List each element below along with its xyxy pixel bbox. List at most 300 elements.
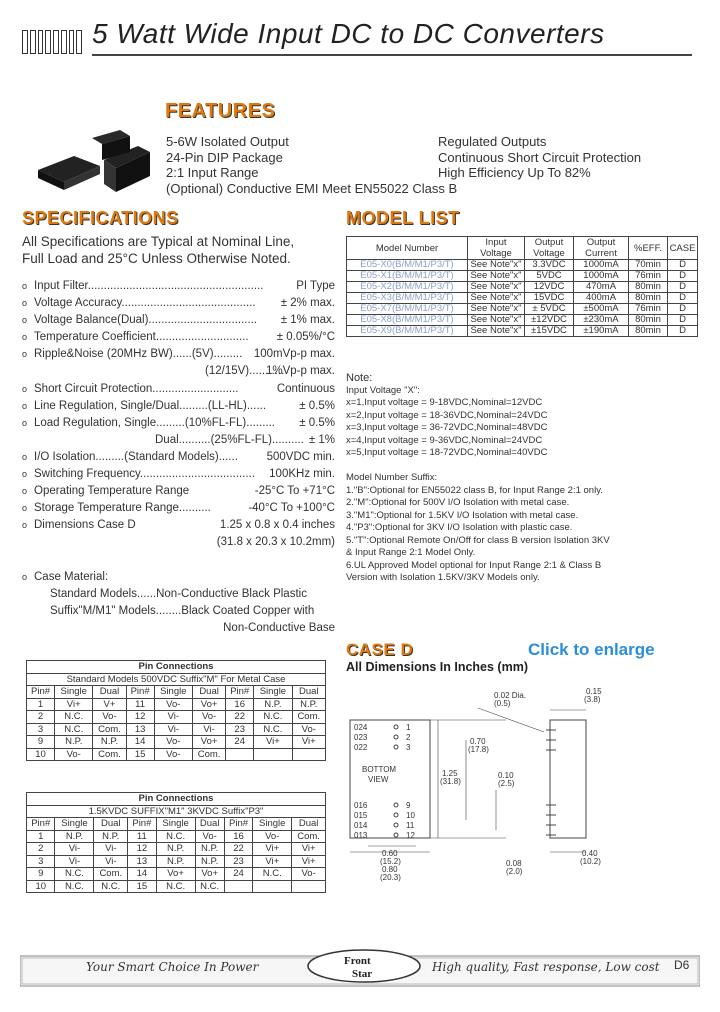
model-cell: See Note"x" — [468, 326, 525, 337]
specifications-title: SPECIFICATIONS — [22, 208, 179, 228]
view-label: BOTTOM — [362, 765, 397, 774]
note-line: x=1,Input voltage = 9-18VDC,Nominal=12VDC — [346, 397, 543, 408]
pin-cell — [224, 880, 252, 893]
subtitle-line: Full Load and 25°C Unless Otherwise Noted. — [22, 251, 291, 266]
dim-label: 0.80 — [382, 865, 398, 874]
model-row — [347, 293, 698, 304]
dim-label: (10.2) — [580, 857, 601, 866]
pin-cell: Vi- — [55, 855, 94, 868]
model-cell: 1000mA — [574, 271, 629, 282]
model-row — [347, 271, 698, 282]
spec-value: -25°C To +71°C — [254, 485, 335, 498]
note-line: 3."M1":Optional for 1.5KV I/O Isolation with metal case. — [346, 509, 579, 521]
spec-label: Switching Frequency.................................... — [34, 468, 255, 481]
model-cell: 80min — [629, 282, 668, 293]
pin-cell: 15 — [128, 880, 156, 893]
note-line: x=4,Input voltage = 9-36VDC,Nominal=24VDC — [346, 434, 543, 446]
note-line: Version with Isolation 1.5KV/3KV Models only. — [346, 572, 540, 583]
pin-label: 12 — [406, 831, 415, 840]
pin-cell: 14 — [126, 736, 154, 749]
pin-row — [27, 711, 326, 724]
pin-cell: 10 — [27, 748, 55, 761]
pin-cell: Vo- — [195, 830, 224, 843]
brand-text: Star — [352, 968, 373, 980]
pin-cell: Com. — [292, 830, 326, 843]
pin-cell: Vo- — [154, 698, 192, 711]
footer-slogan-right: High quality, Fast response, Low cost — [432, 960, 660, 974]
pin-cell: Vi+ — [292, 855, 326, 868]
pin-col-header: Dual — [292, 818, 326, 831]
pin-cell — [226, 748, 254, 761]
pin-col-header: Dual — [93, 686, 126, 699]
model-cell: 470mA — [574, 282, 629, 293]
model-cell: ±12VDC — [525, 315, 574, 326]
model-cell: See Note"x" — [468, 271, 525, 282]
pin-col-header: Single — [253, 818, 292, 831]
feature-item: 2:1 Input Range — [166, 165, 259, 180]
pin-cell — [254, 748, 292, 761]
features-title: FEATURES — [165, 100, 276, 122]
model-cell: See Note"x" — [468, 260, 525, 271]
col-header: Model Number — [347, 237, 468, 260]
pin-cell: 10 — [27, 880, 55, 893]
model-cell: E05-X8(B/M/M1/P3/T) — [347, 315, 468, 326]
model-cell: See Note"x" — [468, 304, 525, 315]
pin-col-header: Pin# — [224, 818, 252, 831]
pin-cell: N.P. — [195, 843, 224, 856]
spec-row — [20, 449, 335, 466]
spec-label: I/O Isolation.........(Standard Models)...... — [34, 450, 238, 463]
pin-cell: 24 — [226, 736, 254, 749]
pin-cell: 22 — [226, 711, 254, 724]
spec-value: ± 0.5% — [299, 416, 335, 429]
pin-label: 1 — [406, 723, 411, 732]
pin-cell: Vi- — [154, 723, 192, 736]
dim-label: 0.10 — [498, 771, 514, 780]
pin-cell: N.C. — [253, 868, 292, 881]
model-cell: ±190mA — [574, 326, 629, 337]
model-cell: E05-X3(B/M/M1/P3/T) — [347, 293, 468, 304]
model-cell: 1000mA — [574, 260, 629, 271]
pin-table-title: Pin Connections — [27, 793, 326, 806]
pin-col-header: Pin# — [126, 686, 154, 699]
pin-cell: Vi- — [94, 855, 128, 868]
spec-row — [20, 363, 335, 380]
spec-value: ± 2% max. — [280, 297, 335, 310]
spec-row — [20, 312, 335, 329]
pin-row — [27, 698, 326, 711]
dim-label: 0.70 — [470, 737, 486, 746]
model-cell: 15VDC — [525, 293, 574, 304]
features-left-list — [166, 134, 457, 196]
pin-cell — [292, 748, 325, 761]
pin-row — [27, 736, 326, 749]
pin-cell: Vo- — [292, 868, 326, 881]
model-cell: E05-X0(B/M/M1/P3/T) — [347, 260, 468, 271]
spec-label: Dual..........(25%FL-FL).......... — [155, 433, 304, 446]
brand-logo — [306, 946, 422, 984]
pin-label: 015 — [354, 811, 368, 820]
note-line: x=2,Input voltage = 18-36VDC,Nominal=24VDC — [346, 409, 548, 421]
dim-label: (20.3) — [380, 873, 401, 882]
pin-col-header: Dual — [292, 686, 325, 699]
note-line — [346, 460, 706, 473]
pin-label: 013 — [354, 831, 368, 840]
note-line: & Input Range 2:1 Model Only. — [346, 547, 476, 558]
spec-label: (12/15V)........... — [205, 365, 285, 378]
model-cell: 70min — [629, 260, 668, 271]
model-cell: E05-X7(B/M/M1/P3/T) — [347, 304, 468, 315]
view-label: VIEW — [368, 775, 389, 784]
model-cell: 80min — [629, 326, 668, 337]
pin-cell: Vo+ — [193, 736, 226, 749]
spec-row — [20, 483, 335, 500]
pin-cell: Vo- — [253, 830, 292, 843]
model-cell: E05-X9(B/M/M1/P3/T) — [347, 326, 468, 337]
spec-label: Input Filter....................................................... — [34, 280, 264, 292]
pin-cell — [292, 880, 326, 893]
title-rule — [92, 54, 692, 56]
pin-cell: N.C. — [254, 723, 292, 736]
pin-cell: 11 — [126, 698, 154, 711]
model-cell: 3.3VDC — [525, 260, 574, 271]
model-cell: 400mA — [574, 293, 629, 304]
logo-bars — [22, 30, 82, 54]
col-header: Output Voltage — [525, 237, 574, 260]
pin-cell: N.C. — [55, 880, 94, 893]
pin-cell: N.P. — [292, 698, 325, 711]
pin-col-header: Dual — [195, 818, 224, 831]
col-header: Input Voltage — [468, 237, 525, 260]
case-d-title: CASE D — [346, 640, 414, 659]
dim-label: 0.15 — [586, 687, 602, 696]
pin-label: 014 — [354, 821, 368, 830]
pin-cell: 9 — [27, 736, 55, 749]
pin-cell: 11 — [128, 830, 156, 843]
dim-label: 0.08 — [506, 859, 522, 868]
pin-row — [27, 723, 326, 736]
pin-col-header: Dual — [94, 818, 128, 831]
model-table — [346, 236, 698, 337]
pin-cell: N.P. — [156, 843, 195, 856]
specifications-list — [20, 278, 335, 637]
model-cell: ±230mA — [574, 315, 629, 326]
bullet-icon: o — [22, 503, 28, 514]
spec-value: Non-Conductive Base — [223, 621, 335, 634]
page-title: 5 Watt Wide Input DC to DC Converters — [92, 18, 605, 49]
footer-slogan-left: Your Smart Choice In Power — [86, 960, 259, 974]
pin-cell: Vo+ — [156, 868, 195, 881]
pin-col-header: Single — [55, 686, 93, 699]
pin-table-title: Pin Connections — [27, 661, 326, 674]
pin-cell: N.P. — [93, 736, 126, 749]
note-line: 1."B":Optional for EN55022 class B, for Input Range 2:1 only. — [346, 484, 603, 496]
spec-value: -40°C To +100°C — [248, 502, 335, 515]
spec-row — [20, 517, 335, 534]
pin-label: 11 — [406, 821, 415, 830]
pin-col-header: Single — [55, 818, 94, 831]
spec-label: Voltage Accuracy.......................................... — [34, 297, 256, 310]
pin-cell: N.P. — [55, 736, 93, 749]
spec-row — [20, 534, 335, 551]
spec-row — [20, 569, 335, 586]
model-cell: D — [668, 293, 698, 304]
pin-cell: N.C. — [195, 880, 224, 893]
dim-label: 0.40 — [582, 849, 598, 858]
notes-heading: Note: — [346, 372, 373, 384]
pin-cell: Com. — [93, 723, 126, 736]
spec-value: ± 1% max. — [280, 314, 335, 327]
pin-col-header: Pin# — [27, 686, 55, 699]
pin-cell: 1 — [27, 698, 55, 711]
spec-value: (31.8 x 20.3 x 10.2mm) — [216, 536, 335, 549]
col-header: %EFF. — [629, 237, 668, 260]
note-line: 5."T":Optional Remote On/Off for class B version Isolation 3KV — [346, 534, 610, 546]
bullet-icon: o — [22, 298, 28, 309]
spec-value: 1%Vp-p max. — [265, 365, 335, 378]
features-right-list — [438, 134, 641, 181]
note-line: 2."M":Optional for 500V I/O Isolation with metal case. — [346, 497, 570, 508]
pin-cell: Com. — [94, 868, 128, 881]
pin-cell: N.P. — [55, 830, 94, 843]
model-cell: 5VDC — [525, 271, 574, 282]
case-d-drawing — [346, 680, 706, 890]
spec-value: ± 0.05%/°C — [276, 331, 335, 344]
note-line: 4."P3":Optional for 3KV I/O Isolation with plastic case. — [346, 522, 573, 533]
pin-label: 9 — [406, 801, 411, 810]
pin-cell: Com. — [193, 748, 226, 761]
pin-connections-table-standard — [26, 660, 326, 761]
pin-cell: 22 — [224, 843, 252, 856]
spec-row — [20, 466, 335, 483]
pin-cell: 12 — [128, 843, 156, 856]
pin-col-header: Pin# — [27, 818, 55, 831]
feature-item: High Efficiency Up To 82% — [438, 165, 591, 180]
dim-label: (31.8) — [440, 777, 461, 786]
spec-label: Case Material: — [34, 570, 109, 583]
spec-row — [20, 278, 335, 295]
pin-cell: N.P. — [195, 855, 224, 868]
pin-row — [27, 748, 326, 761]
model-cell: See Note"x" — [468, 282, 525, 293]
spec-row — [20, 381, 335, 398]
spec-row — [20, 586, 335, 603]
pin-col-header: Pin# — [128, 818, 156, 831]
model-cell: ±500mA — [574, 304, 629, 315]
dim-label: (15.2) — [380, 857, 401, 866]
model-cell: E05-X1(B/M/M1/P3/T) — [347, 271, 468, 282]
spec-label: Storage Temperature Range.......... — [34, 502, 211, 515]
pin-cell: 3 — [27, 855, 55, 868]
spec-row — [20, 552, 335, 569]
pin-cell: 13 — [126, 723, 154, 736]
pin-cell: N.C. — [55, 711, 93, 724]
feature-item: 24-Pin DIP Package — [166, 149, 283, 165]
model-cell: See Note"x" — [468, 315, 525, 326]
notes — [346, 372, 706, 585]
pin-cell: Vo- — [154, 748, 192, 761]
bullet-icon: o — [22, 469, 28, 480]
spec-value: 100mVp-p max. — [253, 348, 335, 361]
model-cell: D — [668, 326, 698, 337]
spec-label: Suffix"M/M1" Models........Black Coated Copper with — [50, 604, 315, 617]
spec-row — [20, 295, 335, 312]
pin-cell: Vo- — [193, 711, 226, 724]
spec-label: Operating Temperature Range — [34, 485, 190, 498]
pin-label: 016 — [354, 801, 368, 810]
case-d-subtitle: All Dimensions In Inches (mm) — [346, 660, 528, 674]
model-cell: D — [668, 260, 698, 271]
bullet-icon: o — [22, 400, 28, 411]
spec-value: 100KHz min. — [269, 468, 335, 481]
pin-cell: 23 — [224, 855, 252, 868]
pin-cell: 13 — [128, 855, 156, 868]
dim-label: (2.0) — [506, 867, 523, 876]
spec-label: Short Circuit Protection........................... — [34, 382, 239, 395]
pin-label: 024 — [354, 723, 368, 732]
spec-label: Line Regulation, Single/Dual.........(LL-HL)...... — [34, 399, 267, 412]
enlarge-link[interactable]: Click to enlarge — [528, 640, 655, 659]
pin-cell: V+ — [93, 698, 126, 711]
pin-row — [27, 880, 326, 893]
pin-cell: 16 — [226, 698, 254, 711]
subtitle-line: All Specifications are Typical at Nominal Line, — [22, 234, 295, 249]
model-cell: 80min — [629, 293, 668, 304]
model-cell: ± 5VDC — [525, 304, 574, 315]
spec-label: Temperature Coefficient............................. — [34, 331, 249, 344]
spec-row — [20, 398, 335, 415]
pin-row — [27, 830, 326, 843]
bullet-icon: o — [22, 486, 28, 497]
dim-label: (3.8) — [584, 695, 601, 704]
pin-col-header: Single — [254, 686, 292, 699]
pin-cell: Vi+ — [292, 736, 325, 749]
spec-row — [20, 620, 335, 637]
pin-cell: Vi+ — [55, 698, 93, 711]
pin-cell: Com. — [93, 748, 126, 761]
pin-cell: N.C. — [55, 868, 94, 881]
pin-cell: 16 — [224, 830, 252, 843]
bullet-icon: o — [22, 281, 28, 291]
pin-label: 2 — [406, 733, 411, 742]
pin-col-header: Single — [154, 686, 192, 699]
pin-cell: N.P. — [94, 830, 128, 843]
spec-row — [20, 432, 335, 449]
spec-value: 1.25 x 0.8 x 0.4 inches — [219, 519, 335, 532]
brand-text: Front — [344, 955, 371, 967]
pin-cell: 12 — [126, 711, 154, 724]
model-row — [347, 282, 698, 293]
pin-cell: 23 — [226, 723, 254, 736]
spec-label: Voltage Balance(Dual).................................. — [34, 314, 258, 327]
model-cell: D — [668, 315, 698, 326]
pin-cell: Vi+ — [254, 736, 292, 749]
model-cell: ±15VDC — [525, 326, 574, 337]
pin-cell: Vi+ — [253, 855, 292, 868]
dim-label: 0.02 Dia. — [494, 691, 527, 700]
pin-cell: 9 — [27, 868, 55, 881]
note-line: Input Voltage "X": — [346, 384, 420, 396]
pin-label: 10 — [406, 811, 415, 820]
pin-label: 3 — [406, 743, 411, 752]
spec-label: Load Regulation, Single.........(10%FL-FL)......... — [34, 416, 275, 429]
model-row — [347, 315, 698, 326]
pin-table-subtitle: Standard Models 500VDC Suffix"M" For Metal Case — [27, 673, 326, 686]
spec-label: Standard Models......Non-Conductive Black Plastic — [50, 587, 307, 600]
spec-label: Ripple&Noise (20MHz BW)......(5V)......... — [34, 348, 243, 361]
spec-row — [20, 500, 335, 517]
spec-label: Dimensions Case D — [34, 519, 136, 532]
pin-cell: N.P. — [254, 698, 292, 711]
dim-label: (17.8) — [468, 745, 489, 754]
product-photo — [34, 130, 152, 194]
model-cell: 76min — [629, 271, 668, 282]
pin-cell: N.C. — [156, 830, 195, 843]
pin-cell: N.C. — [55, 723, 93, 736]
pin-cell: Vo- — [93, 711, 126, 724]
spec-value: ± 0.5% — [299, 399, 335, 412]
pin-cell: Vo+ — [195, 868, 224, 881]
dim-label: 0.60 — [382, 849, 398, 858]
bullet-icon: o — [22, 417, 28, 428]
bullet-icon: o — [22, 332, 28, 343]
pin-cell: N.C. — [254, 711, 292, 724]
pin-cell: Vi- — [154, 711, 192, 724]
pin-row — [27, 843, 326, 856]
bullet-icon: o — [22, 451, 28, 462]
page-number: D6 — [674, 958, 690, 972]
pin-cell: Vi- — [55, 843, 94, 856]
model-cell: 76min — [629, 304, 668, 315]
bullet-icon: o — [22, 571, 28, 582]
note-line: x=3,Input voltage = 36-72VDC,Nominal=48VDC — [346, 422, 548, 433]
pin-cell: Vi- — [193, 723, 226, 736]
bullet-icon: o — [22, 315, 28, 326]
pin-cell: N.C. — [156, 880, 195, 893]
pin-cell — [253, 880, 292, 893]
spec-value: 500VDC min. — [266, 450, 335, 463]
model-cell: E05-X2(B/M/M1/P3/T) — [347, 282, 468, 293]
side-view-outline — [550, 720, 586, 838]
dim-label: (0.5) — [494, 699, 511, 708]
model-row — [347, 260, 698, 271]
pin-cell: 15 — [126, 748, 154, 761]
col-header: CASE — [668, 237, 698, 260]
dim-label: 1.25 — [442, 769, 458, 778]
pin-cell: Vo- — [154, 736, 192, 749]
pin-cell: 2 — [27, 711, 55, 724]
feature-item: Regulated Outputs — [438, 134, 547, 149]
pin-label: 022 — [354, 743, 368, 752]
pin-cell: N.C. — [94, 880, 128, 893]
model-cell: D — [668, 304, 698, 315]
bullet-icon: o — [22, 349, 28, 360]
spec-row — [20, 346, 335, 363]
pin-col-header: Single — [156, 818, 195, 831]
model-list-title: MODEL LIST — [346, 208, 460, 228]
pin-table-subtitle: 1.5KVDC SUFFIX"M1" 3KVDC Suffix"P3" — [27, 805, 326, 818]
note-line: x=5,Input voltage = 18-72VDC,Nominal=40VDC — [346, 447, 548, 458]
feature-item: (Optional) Conductive EMI Meet EN55022 Class B — [166, 180, 458, 196]
pin-connections-table-isolated — [26, 792, 326, 893]
pin-cell: 1 — [27, 830, 55, 843]
bullet-icon: o — [22, 520, 28, 531]
pin-col-header: Dual — [193, 686, 226, 699]
model-table-header — [347, 237, 698, 260]
spec-value: PI Type — [296, 280, 335, 292]
pin-cell: Vo+ — [193, 698, 226, 711]
spec-row — [20, 415, 335, 432]
